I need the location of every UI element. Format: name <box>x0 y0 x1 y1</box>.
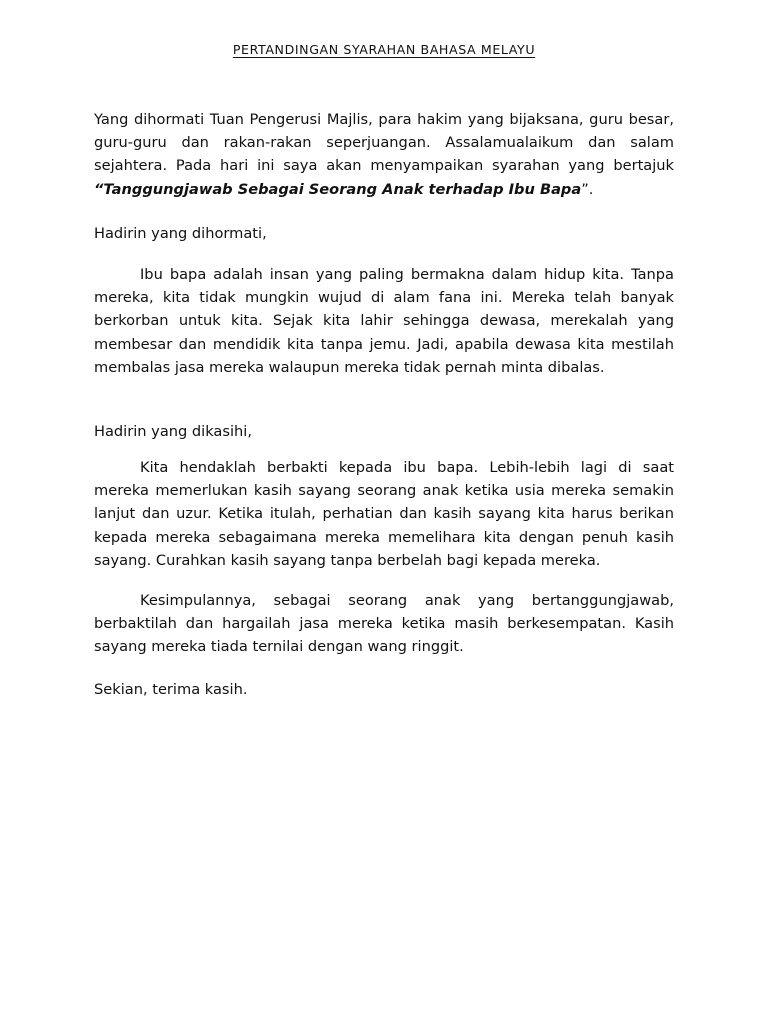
conclusion-paragraph: Kesimpulannya, sebagai seorang anak yang bertanggungjawab, berbaktilah dan hargailah jasa mereka ketika masih berkesempatan. Kasih sayang mereka tiada ternilai dengan wang ringgit. <box>94 592 674 656</box>
topic-close-quote: ”. <box>581 180 594 198</box>
document-title: PERTANDINGAN SYARAHAN BAHASA MELAYU <box>232 42 536 57</box>
body-paragraph-parents: Ibu bapa adalah insan yang paling bermakna dalam hidup kita. Tanpa mereka, kita tidak mungkin wujud di alam fana ini. Mereka telah banyak berkorban untuk kita. Sejak kita lahir sehingga dewasa, merekalah yang membesar dan mendidik kita tanpa jemu. Jadi, apabila dewasa kita mestilah membalas jasa mereka walaupun mereka tidak pernah minta dibalas. <box>94 266 674 376</box>
body-paragraph-devotion: Kita hendaklah berbakti kepada ibu bapa. Lebih-lebih lagi di saat mereka memerlukan kasih sayang seorang anak ketika usia mereka semakin lanjut dan uzur. Ketika itulah, perhatian dan kasih sayang kita harus berikan kepada mereka sebagaimana mereka memelihara kita dengan penuh kasih sayang. Curahkan kasih sayang tanpa berbelah bagi kepada mereka. <box>94 459 674 569</box>
intro-paragraph <box>94 108 674 201</box>
salutation-beloved: Hadirin yang dikasihi, <box>94 423 252 440</box>
intro-text: Yang dihormati Tuan Pengerusi Majlis, para hakim yang bijaksana, guru besar, guru-guru dan rakan-rakan seperjuangan. Assalamualaikum dan salam sejahtera. Pada hari ini saya akan menyampaikan syarahan yang bertajuk <box>94 111 674 175</box>
speech-topic: Tanggungjawab Sebagai Seorang Anak terhadap Ibu Bapa <box>103 180 582 198</box>
closing-line: Sekian, terima kasih. <box>94 681 248 698</box>
salutation-honoured: Hadirin yang dihormati, <box>94 225 267 242</box>
topic-open-quote: “ <box>94 180 104 198</box>
